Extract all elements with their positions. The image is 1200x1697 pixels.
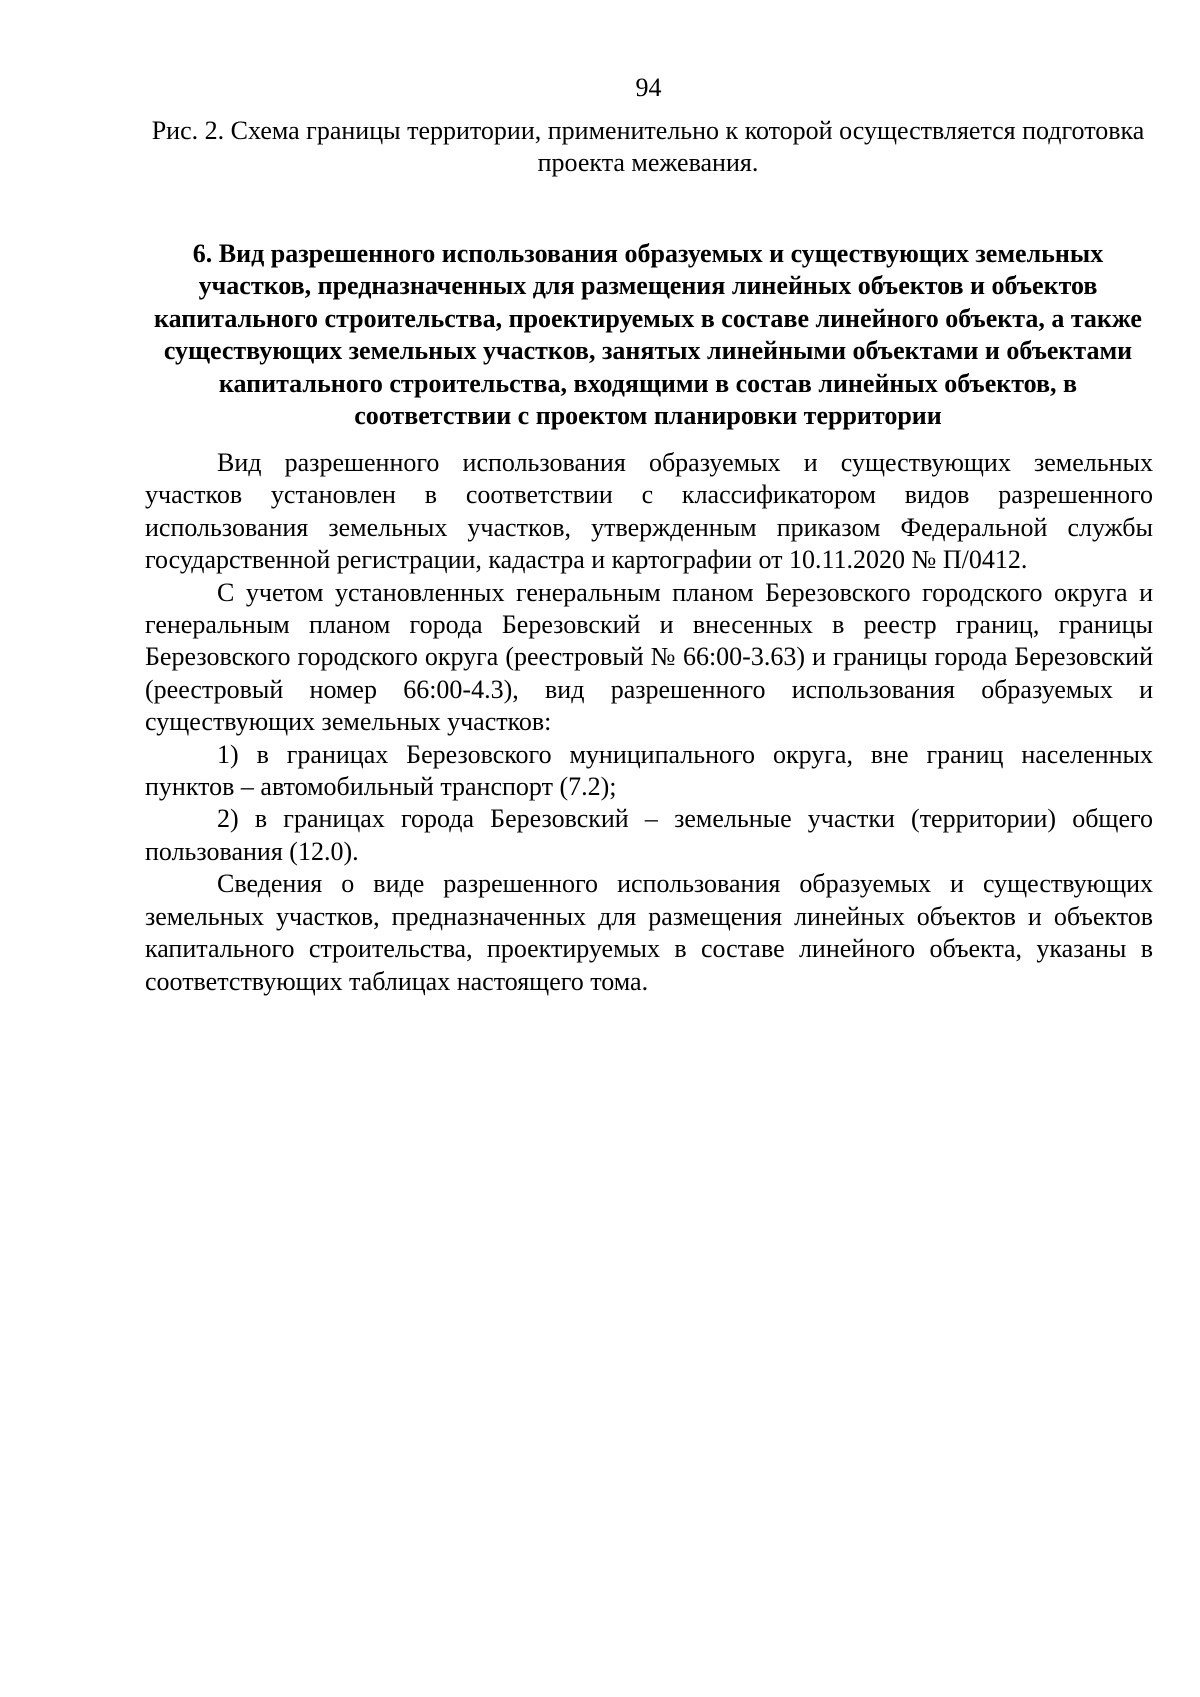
paragraph-classifier: Вид разрешенного использования образуемых и существующих земельных участков установлен в соответствии с классификатором видов разрешенного использования земельных участков, утвержденным приказом Федеральной службы государственной регистрации, кадастра и картографии от 10.11.2020 № П/0412.: [145, 448, 1153, 575]
list-item-municipal-district: 1) в границах Березовского муниципального округа, вне границ населенных пунктов – автомобильный транспорт (7.2);: [145, 739, 1153, 802]
page-number: 94: [635, 73, 662, 102]
section-body: [145, 447, 1153, 998]
section-heading: 6. Вид разрешенного использования образуемых и существующих земельных участков, предназначенных для размещения линейных объектов и объектов капитального строительства, проектируемых в составе линейного объекта, а также существующих земельных участков, занятых линейными объектами и объектами капитального строительства, входящими в состав линейных объектов, в соответствии с проектом планировки территории: [154, 239, 1142, 431]
paragraph-tables-reference: Сведения о виде разрешенного использования образуемых и существующих земельных участков, предназначенных для размещения линейных объектов и объектов капитального строительства, проектируемых в составе линейного объекта, указаны в соответствующих таблицах настоящего тома.: [145, 869, 1153, 996]
figure-caption: Рис. 2. Схема границы территории, применительно к которой осуществляется подготовка проекта межевания.: [151, 116, 1145, 177]
paragraph-boundaries: С учетом установленных генеральным планом Березовского городского округа и генеральным планом города Березовский и внесенных в реестр границ, границы Березовского городского округа (реестровый № 66:00-3.63) и границы города Березовский (реестровый номер 66:00-4.3), вид разрешенного использования образуемых и существующих земельных участков:: [145, 577, 1153, 737]
list-item-city: 2) в границах города Березовский – земельные участки (территории) общего пользования (12.0).: [145, 804, 1153, 866]
